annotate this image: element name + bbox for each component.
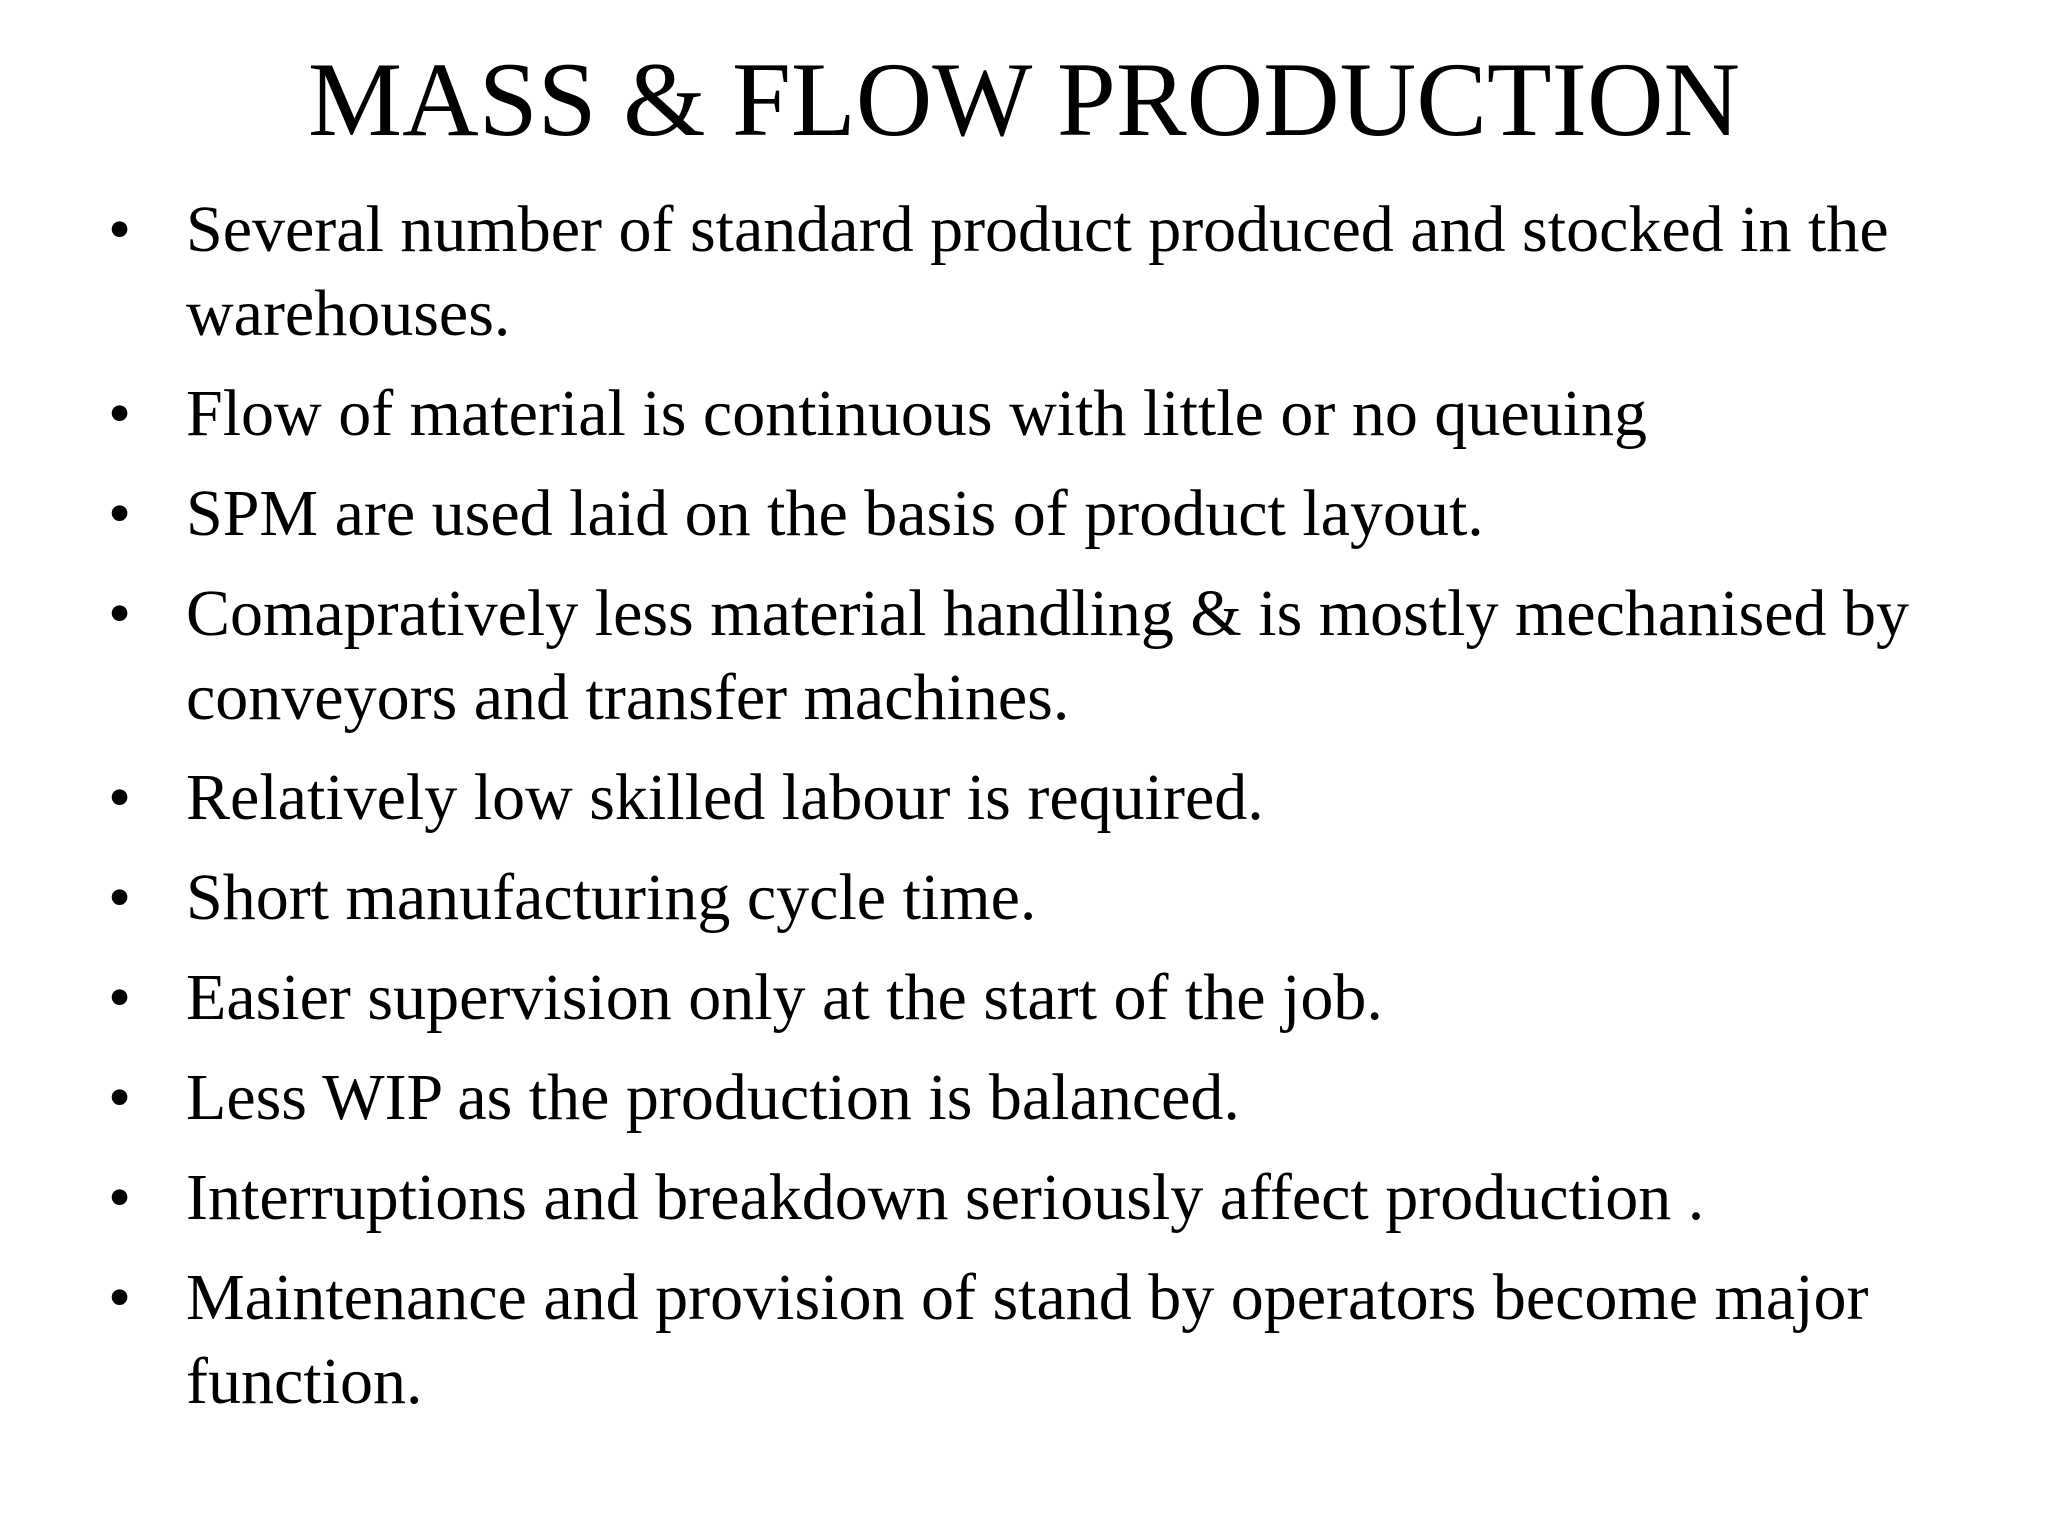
bullet-text: Interruptions and breakdown seriously affect production . bbox=[186, 1161, 1705, 1234]
slide-title: MASS & FLOW PRODUCTION bbox=[307, 41, 1741, 158]
bullet-item bbox=[0, 1056, 1996, 1140]
bullet-text: Flow of material is continuous with little or no queuing bbox=[186, 377, 1647, 450]
bullet-item bbox=[0, 856, 1996, 940]
bullet-text: Comapratively less material handling & is mostly mechanised by conveyors and transfer machines. bbox=[186, 577, 1909, 734]
bullet-marker: • bbox=[108, 377, 132, 450]
bullet-marker: • bbox=[108, 1061, 132, 1134]
bullet-marker: • bbox=[108, 761, 132, 834]
bullet-text: Relatively low skilled labour is required. bbox=[186, 761, 1264, 834]
bullet-item bbox=[0, 372, 1996, 456]
bullet-marker: • bbox=[108, 1161, 132, 1234]
bullet-text: Maintenance and provision of stand by operators become major function. bbox=[186, 1261, 1869, 1418]
bullet-text: Easier supervision only at the start of the job. bbox=[186, 961, 1383, 1034]
bullet-text: Several number of standard product produced and stocked in the warehouses. bbox=[186, 193, 1889, 350]
bullet-item bbox=[0, 472, 1996, 556]
bullet-marker: • bbox=[108, 961, 132, 1034]
bullet-item bbox=[0, 572, 1996, 740]
bullet-item bbox=[0, 956, 1996, 1040]
bullet-item bbox=[0, 756, 1996, 840]
bullet-text: SPM are used laid on the basis of product layout. bbox=[186, 477, 1484, 550]
bullet-marker: • bbox=[108, 1261, 132, 1334]
bullet-item bbox=[0, 1256, 1996, 1424]
bullet-item bbox=[0, 188, 1996, 356]
bullet-marker: • bbox=[108, 193, 132, 266]
bullet-marker: • bbox=[108, 577, 132, 650]
bullet-text: Less WIP as the production is balanced. bbox=[186, 1061, 1240, 1134]
bullet-marker: • bbox=[108, 477, 132, 550]
bullet-item bbox=[0, 1156, 1996, 1240]
bullet-marker: • bbox=[108, 861, 132, 934]
bullet-list bbox=[0, 188, 2048, 1440]
bullet-text: Short manufacturing cycle time. bbox=[186, 861, 1037, 934]
